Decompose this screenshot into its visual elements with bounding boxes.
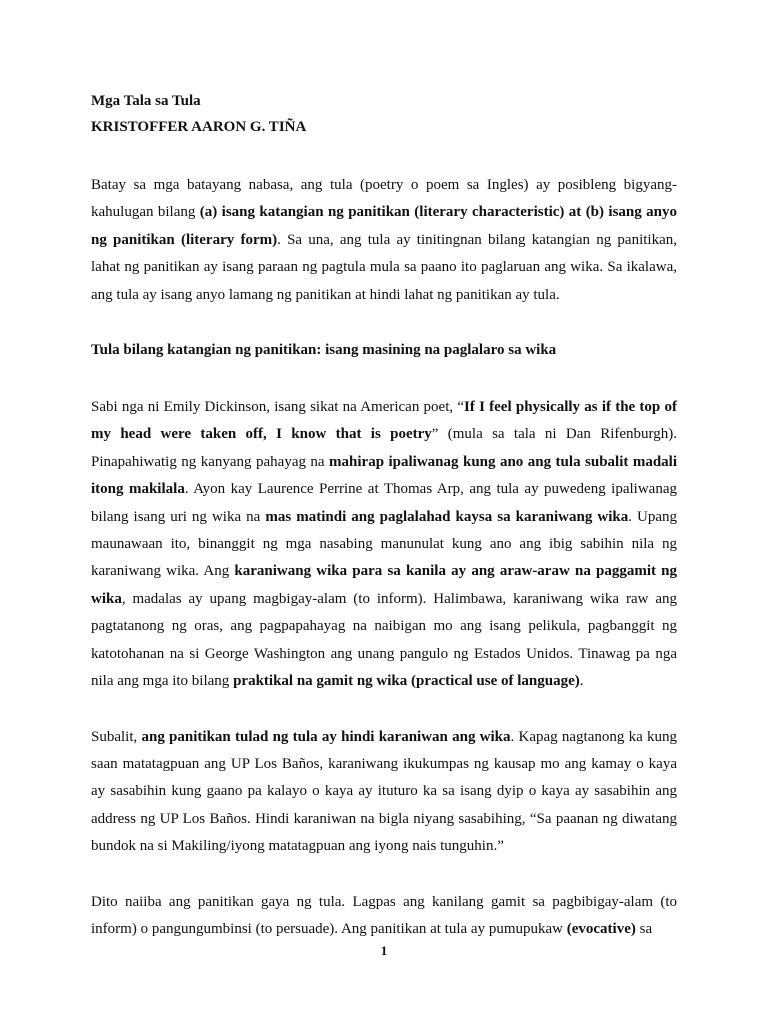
paragraph-intro: Batay sa mga batayang nabasa, ang tula (poetry o poem sa Ingles) ay posibleng bigyang-kahulugan bilang (a) isang katangian ng panitikan (literary characteristic) at (b) isang anyo ng panitikan (literary form). Sa una, ang tula ay tinitingnan bilang katangian ng panitikan, lahat ng panitikan ay isang paraan ng pagtula mula sa paano ito paglaruan ang wika. Sa ikalawa, ang tula ay isang anyo lamang ng panitikan at hindi lahat ng panitikan ay tula. [91,177,677,303]
paragraph-dickinson: Sabi nga ni Emily Dickinson, isang sikat na American poet, “If I feel physically as if the top of my head were taken off, I know that is poetry” (mula sa tala ni Dan Rifenburgh). Pinapahiwatig ng kanyang pahayag na mahirap ipaliwanag kung ano ang tula subalit madali itong makilala. Ayon kay Laurence Perrine at Thomas Arp, ang tula ay puwedeng ipaliwanag bilang isang uri ng wika na mas matindi ang paglalahad kaysa sa karaniwang wika. Upang maunawaan ito, binanggit ng mga nasabing manunulat kung ano ang ibig sabihin nila ng karaniwang wika. Ang karaniwang wika para sa kanila ay ang araw-araw na paggamit ng wika, madalas ay upang magbigay-alam (to inform). Halimbawa, karaniwang wika raw ang pagtatanong ng oras, ang pagpapahayag na naibigan mo ang isang pelikula, pagbanggit ng katotohanan na si George Washington ang unang pangulo ng Estados Unidos. Tinawag pa nga nila ang mga ito bilang praktikal na gamit ng wika (practical use of language). [91,399,678,690]
document-title: Mga Tala sa Tula [91,93,201,109]
paragraph-subalit: Subalit, ang panitikan tulad ng tula ay hindi karaniwan ang wika. Kapag nagtanong ka kung saan matatagpuan ang UP Los Baños, karaniwang ikukumpas ng kausap mo ang kamay o kaya ay sasabihin kung gaano pa kalayo o kaya ay ituturo ka sa isang dyip o kaya ay sasabihin ang address ng UP Los Baños. Hindi karaniwan na bigla niyang sasabihing, “Sa paanan ng diwatang bundok na si Makiling/iyong matatagpuan ang iyong nais tunguhin.” [91,728,677,855]
document-author: KRISTOFFER AARON G. TIÑA [91,119,307,135]
document-body [91,88,677,971]
section-heading: Tula bilang katangian ng panitikan: isang masining na paglalaro sa wika [91,342,557,359]
page-number: 1 [380,943,388,958]
paragraph-dito: Dito naiiba ang panitikan gaya ng tula. Lagpas ang kanilang gamit sa pagbibigay-alam (to inform) o pangungumbinsi (to persuade). Ang panitikan at tula ay pumupukaw (evocative) sa [91,893,677,937]
